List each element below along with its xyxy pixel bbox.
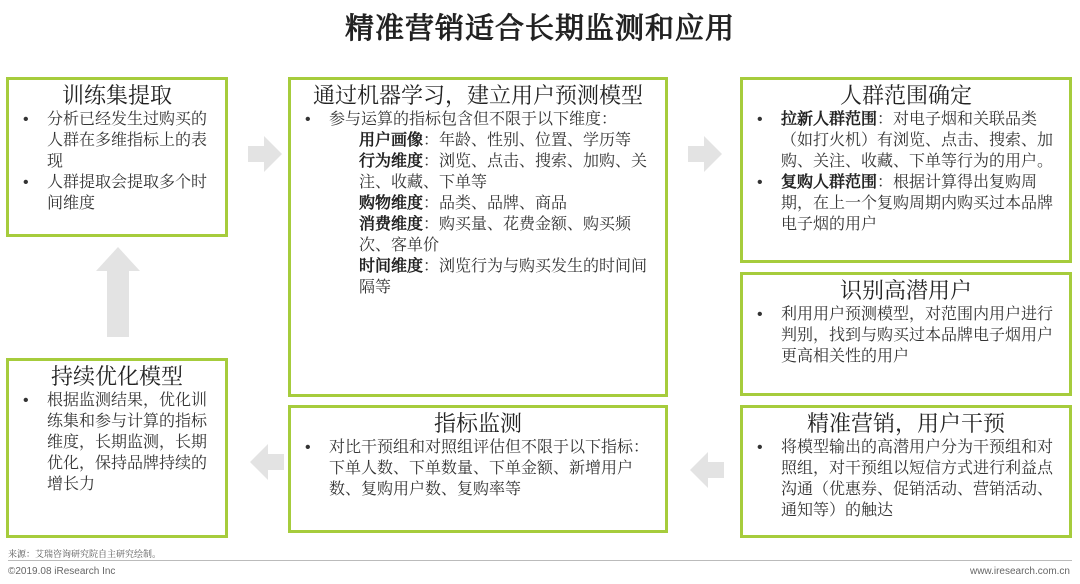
list-item: • 对比干预组和对照组评估但不限于以下指标：下单人数、下单数量、下单金额、新增用户数、复购用户数、复购率等 (301, 437, 655, 500)
arrow-left-icon (250, 442, 284, 482)
footer-divider (8, 560, 1072, 561)
identify-box (740, 272, 1072, 396)
list-item (753, 172, 1059, 235)
page-title: 精准营销适合长期监测和应用 (344, 13, 735, 45)
model-list (301, 109, 655, 298)
dim-item (359, 256, 655, 298)
dim-item (359, 151, 655, 193)
optimize-box-title: 持续优化模型 (50, 364, 183, 389)
arrow-left-icon (690, 450, 724, 490)
dim-name: 时间维度 (359, 258, 424, 275)
dim-item (359, 214, 655, 256)
arrow-right-icon (248, 134, 282, 174)
scope-item-name: 拉新人群范围 (781, 111, 878, 128)
list-item: • 分析已经发生过购买的人群在多维指标上的表现 (19, 109, 215, 172)
arrow-up-icon (96, 247, 140, 337)
copyright: ©2019.08 iResearch Inc (8, 566, 116, 577)
list-item: • 将模型输出的高潜用户分为干预组和对照组，对干预组以短信方式进行利益点沟通（优惠券、促销活动、营销活动、通知等）的触达 (753, 437, 1059, 521)
site-url: www.iresearch.com.cn (969, 566, 1070, 577)
dim-text: ：购买量、花费金额、购买频次、客单价 (359, 216, 632, 254)
scope-item-text: ：根据计算得出复购周期，在上一个复购周期内购买过本品牌电子烟的用户 (781, 174, 1054, 233)
dim-item (359, 130, 655, 151)
optimize-list (19, 390, 215, 495)
list-item: • 利用用户预测模型，对范围内用户进行判别，找到与购买过本品牌电子烟用户更高相关性的用户 (753, 304, 1059, 367)
monitor-box (288, 405, 668, 533)
list-item: • 人群提取会提取多个时间维度 (19, 172, 215, 214)
scope-item-text: ：对电子烟和关联品类（如打火机）有浏览、点击、搜索、加购、关注、收藏、下单等行为的用户。 (781, 111, 1054, 170)
list-item (753, 109, 1059, 172)
train-box-title: 训练集提取 (61, 83, 172, 108)
dim-name: 用户画像 (359, 132, 424, 149)
scope-box (740, 77, 1072, 263)
identify-box-title: 识别高潜用户 (839, 278, 972, 303)
dim-text: ：品类、品牌、商品 (423, 195, 568, 212)
scope-list (753, 109, 1059, 235)
monitor-box-title: 指标监测 (433, 411, 522, 436)
list-item: • 根据监测结果，优化训练集和参与计算的指标维度，长期监测，长期优化，保持品牌持续的增长力 (19, 390, 215, 495)
scope-box-title: 人群范围确定 (839, 83, 972, 108)
optimize-box (6, 358, 228, 538)
marketing-list (753, 437, 1059, 521)
source-note: 来源：艾瑞咨询研究院自主研究绘制。 (8, 549, 162, 559)
monitor-list (301, 437, 655, 500)
model-intro: 参与运算的指标包含但不限于以下维度： (329, 111, 618, 128)
dim-item (359, 193, 655, 214)
marketing-box (740, 405, 1072, 538)
model-dims (329, 130, 655, 298)
identify-list (753, 304, 1059, 367)
dim-text: ：浏览行为与购买发生的时间间隔等 (359, 258, 648, 296)
dim-text: ：年龄、性别、位置、学历等 (423, 132, 632, 149)
model-box-title: 通过机器学习，建立用户预测模型 (312, 83, 643, 108)
dim-name: 购物维度 (359, 195, 424, 212)
arrow-right-icon (688, 134, 722, 174)
train-box (6, 77, 228, 237)
dim-text: ：浏览、点击、搜索、加购、关注、收藏、下单等 (359, 153, 648, 191)
scope-item-name: 复购人群范围 (781, 174, 878, 191)
marketing-box-title: 精准营销，用户干预 (806, 411, 1005, 436)
model-box (288, 77, 668, 397)
list-item (301, 109, 655, 298)
train-list (19, 109, 215, 214)
dim-name: 消费维度 (359, 216, 424, 233)
dim-name: 行为维度 (359, 153, 424, 170)
